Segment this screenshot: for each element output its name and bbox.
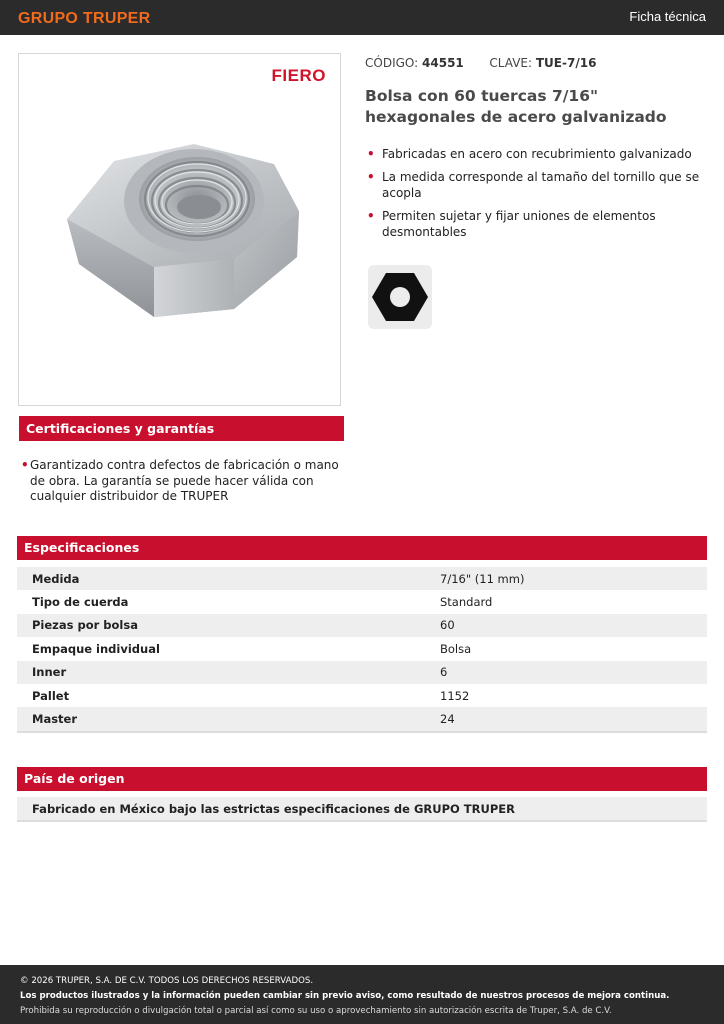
product-image-frame (18, 53, 341, 406)
feature-item: • La medida corresponde al tamaño del tornillo que se acopla (367, 169, 707, 201)
table-row (17, 684, 707, 707)
spec-value: Standard (440, 595, 493, 610)
key-label: CLAVE: (489, 56, 533, 70)
origin-header: País de origen (17, 767, 707, 791)
certifications-list (21, 458, 341, 505)
spec-label: Tipo de cuerda (32, 595, 129, 610)
code-label: CÓDIGO: (365, 56, 419, 70)
specifications-table (17, 567, 707, 731)
top-bar (0, 0, 724, 35)
table-row (17, 637, 707, 660)
product-code: 44551 (422, 56, 464, 70)
spec-label: Piezas por bolsa (17, 614, 440, 637)
table-row (17, 707, 707, 730)
footer-notice: Los productos ilustrados y la información pueden cambiar sin previo aviso, como resultado de nuestros procesos de mejora continua. (20, 991, 670, 1001)
fiero-logo: FIERO (271, 66, 326, 85)
feature-item: • Fabricadas en acero con recubrimiento galvanizado (367, 146, 707, 162)
spec-label: Inner (17, 661, 440, 684)
brand-logo: GRUPO TRUPER (18, 10, 151, 27)
table-row (17, 590, 707, 613)
spec-value: 6 (440, 661, 707, 684)
footer-prohibition: Prohibida su reproducción o divulgación total o parcial así como su uso o aprovechamiento sin autorización escrita de Truper, S.A. de C.V. (20, 1006, 612, 1016)
table-row (17, 614, 707, 637)
origin-text: Fabricado en México bajo las estrictas especificaciones de GRUPO TRUPER (17, 797, 707, 822)
table-row (17, 661, 707, 684)
spec-value: Bolsa (440, 641, 472, 656)
product-key: TUE-7/16 (535, 56, 597, 70)
certification-item: • Garantizado contra defectos de fabricación o mano de obra. La garantía se puede hacer válida con cualquier distribuidor de TRUPER (21, 458, 341, 505)
table-row (17, 567, 707, 590)
spec-label: Master (17, 707, 440, 730)
certifications-header: Certificaciones y garantías (19, 416, 344, 441)
spec-label: Pallet (32, 688, 70, 703)
hex-nut-photo (59, 139, 304, 324)
hex-nut-icon (368, 265, 432, 329)
specifications-header: Especificaciones (17, 536, 707, 560)
spec-label: Empaque individual (32, 641, 160, 656)
spec-value: 60 (440, 614, 707, 637)
footer-copyright: © 2026 TRUPER, S.A. DE C.V. TODOS LOS DERECHOS RESERVADOS. (20, 976, 314, 986)
spec-value: 7/16" (11 mm) (440, 567, 707, 590)
spec-value: 24 (440, 707, 707, 730)
table-divider (17, 731, 707, 733)
product-code-line (365, 56, 596, 70)
feature-list (367, 146, 707, 247)
product-title: Bolsa con 60 tuercas 7/16" hexagonales de acero galvanizado (365, 87, 667, 126)
feature-item: • Permiten sujetar y fijar uniones de elementos desmontables (367, 208, 707, 240)
footer (0, 965, 724, 1024)
document-type: Ficha técnica (629, 9, 706, 24)
spec-label: Medida (17, 567, 440, 590)
spec-value: 1152 (440, 688, 470, 703)
